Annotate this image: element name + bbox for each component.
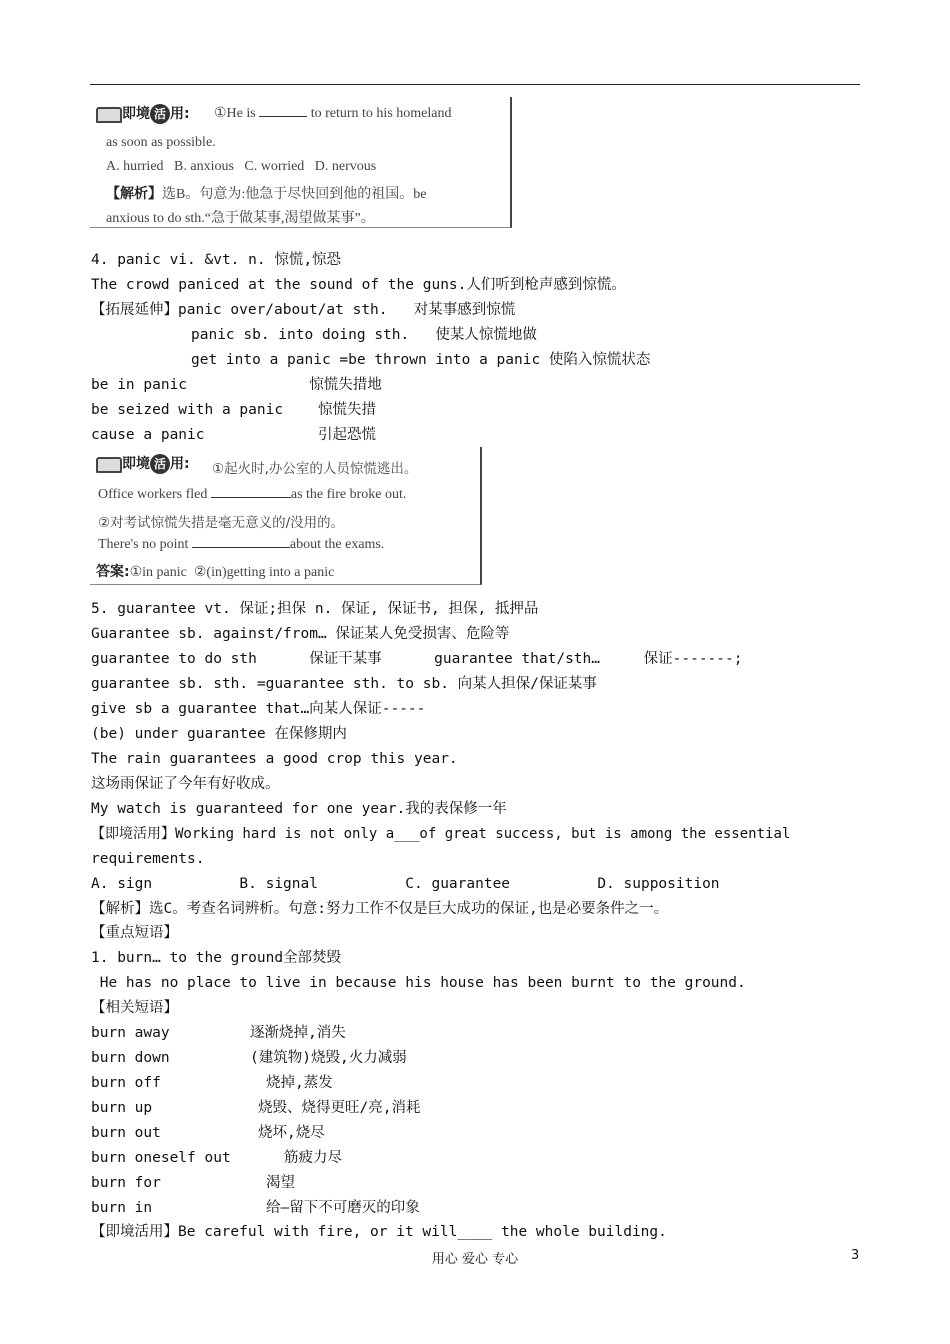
section4-ext-3: get into a panic =be thrown into a panic 使陷入惊慌状态	[191, 352, 651, 368]
section4-ext-1: 【拓展延伸】panic over/about/at sth. 对某事感到惊慌	[91, 302, 516, 318]
section4-example: The crowd paniced at the sound of the guns.人们听到枪声感到惊慌。	[91, 277, 626, 293]
page-footer: 用心 爱心 专心	[431, 1252, 519, 1267]
box1-question-line2: as soon as possible.	[106, 135, 216, 150]
related-phrase-en: burn up	[91, 1100, 153, 1116]
practice-badge	[94, 451, 212, 475]
phrase-1-example: He has no place to live in because his house has been burnt to the ground.	[91, 975, 746, 991]
section5-line-12: 【解析】选C。考查名词辨析。句意:努力工作不仅是巨大成功的保证,也是必要条件之一。	[91, 901, 669, 917]
related-phrase-zh: 烧坏,烧尽	[258, 1125, 325, 1141]
section5-line-10: requirements.	[91, 851, 205, 867]
related-phrase-zh: 筋疲力尽	[284, 1150, 342, 1166]
section5-line-6: The rain guarantees a good crop this year.	[91, 751, 458, 767]
book-icon	[96, 107, 122, 123]
related-phrase-zh: 烧毁、烧得更旺/亮,消耗	[258, 1100, 421, 1116]
box1-question: ①He is to return to his homeland	[214, 106, 452, 121]
section4-phrase-2: be seized with a panic 惊慌失措	[91, 402, 376, 418]
related-phrase-zh: 渴望	[266, 1175, 295, 1191]
answer-blank	[192, 547, 290, 548]
related-phrase-zh: 给—留下不可磨灭的印象	[266, 1200, 420, 1216]
related-heading: 【相关短语】	[91, 1000, 178, 1016]
badge-circle: 活	[150, 104, 170, 124]
answer-blank	[211, 497, 291, 498]
box1-analysis-line2: anxious to do sth.“急于做某事,渴望做某事”。	[106, 211, 375, 226]
phrases-heading: 【重点短语】	[91, 925, 178, 941]
answer-blank	[259, 116, 307, 117]
related-phrase-zh: (建筑物)烧毁,火力减弱	[250, 1050, 407, 1066]
section5-line-8: My watch is guaranteed for one year.我的表保修一年	[91, 801, 507, 817]
box2-q1: Office workers fled as the fire broke out.	[98, 487, 407, 502]
related-phrase-en: burn off	[91, 1075, 161, 1091]
page-number: 3	[851, 1248, 860, 1263]
section5-line-11: A. sign B. signal C. guarantee D. supposition	[91, 876, 720, 892]
section5-line-2: guarantee to do sth 保证干某事 guarantee that/sth… 保证-------;	[91, 651, 743, 667]
related-phrase-en: burn down	[91, 1050, 170, 1066]
section4-phrase-3: cause a panic 引起恐慌	[91, 427, 376, 443]
section5-line-3: guarantee sb. sth. =guarantee sth. to sb. 向某人担保/保证某事	[91, 676, 597, 692]
related-phrase-en: burn away	[91, 1025, 170, 1041]
box2-q2-head: ②对考试惊慌失措是毫无意义的/没用的。	[98, 515, 345, 531]
header-rule	[90, 84, 860, 85]
related-phrase-en: burn for	[91, 1175, 161, 1191]
section5-heading: 5. guarantee vt. 保证;担保 n. 保证, 保证书, 担保, 抵押品	[91, 601, 539, 617]
badge-circle: 活	[150, 454, 170, 474]
box1-options: A. hurried B. anxious C. worried D. nervous	[106, 159, 377, 174]
related-phrase-en: burn oneself out	[91, 1150, 231, 1166]
section5-line-1: Guarantee sb. against/from… 保证某人免受损害、危险等	[91, 626, 510, 642]
book-icon	[96, 457, 122, 473]
practice-badge	[94, 101, 212, 125]
related-phrase-zh: 烧掉,蒸发	[266, 1075, 333, 1091]
section4-phrase-1: be in panic 惊慌失措地	[91, 377, 382, 393]
box2-q2: There's no point about the exams.	[98, 537, 385, 552]
section5-line-7: 这场雨保证了今年有好收成。	[91, 776, 280, 792]
badge-text: 即境 活 用:	[122, 106, 190, 122]
related-phrase-zh: 逐渐烧掉,消失	[250, 1025, 346, 1041]
section4-ext-2: panic sb. into doing sth. 使某人惊慌地做	[191, 327, 537, 343]
phrase-1-head: 1. burn… to the ground全部焚毁	[91, 950, 342, 966]
section4-heading: 4. panic vi. &vt. n. 惊慌,惊恐	[91, 252, 342, 268]
related-phrase-en: burn out	[91, 1125, 161, 1141]
box2-answer: 答案:①in panic ②(in)getting into a panic	[96, 564, 335, 580]
practice-box-1	[90, 97, 512, 228]
practice-box-2	[90, 447, 482, 585]
badge-text: 即境 活 用:	[122, 456, 190, 472]
related-phrase-en: burn in	[91, 1200, 153, 1216]
section5-line-4: give sb a guarantee that…向某人保证-----	[91, 701, 426, 717]
phrases-practice: 【即境活用】Be careful with fire, or it will____ the whole building.	[91, 1224, 667, 1240]
box2-q1-head: ①起火时,办公室的人员惊慌逃出。	[212, 461, 418, 477]
box1-analysis: 【解析】选B。句意为:他急于尽快回到他的祖国。be	[106, 187, 427, 202]
section5-line-9: 【即境活用】Working hard is not only a___of great success, but is among the essential	[91, 826, 791, 842]
section5-line-5: (be) under guarantee 在保修期内	[91, 726, 347, 742]
